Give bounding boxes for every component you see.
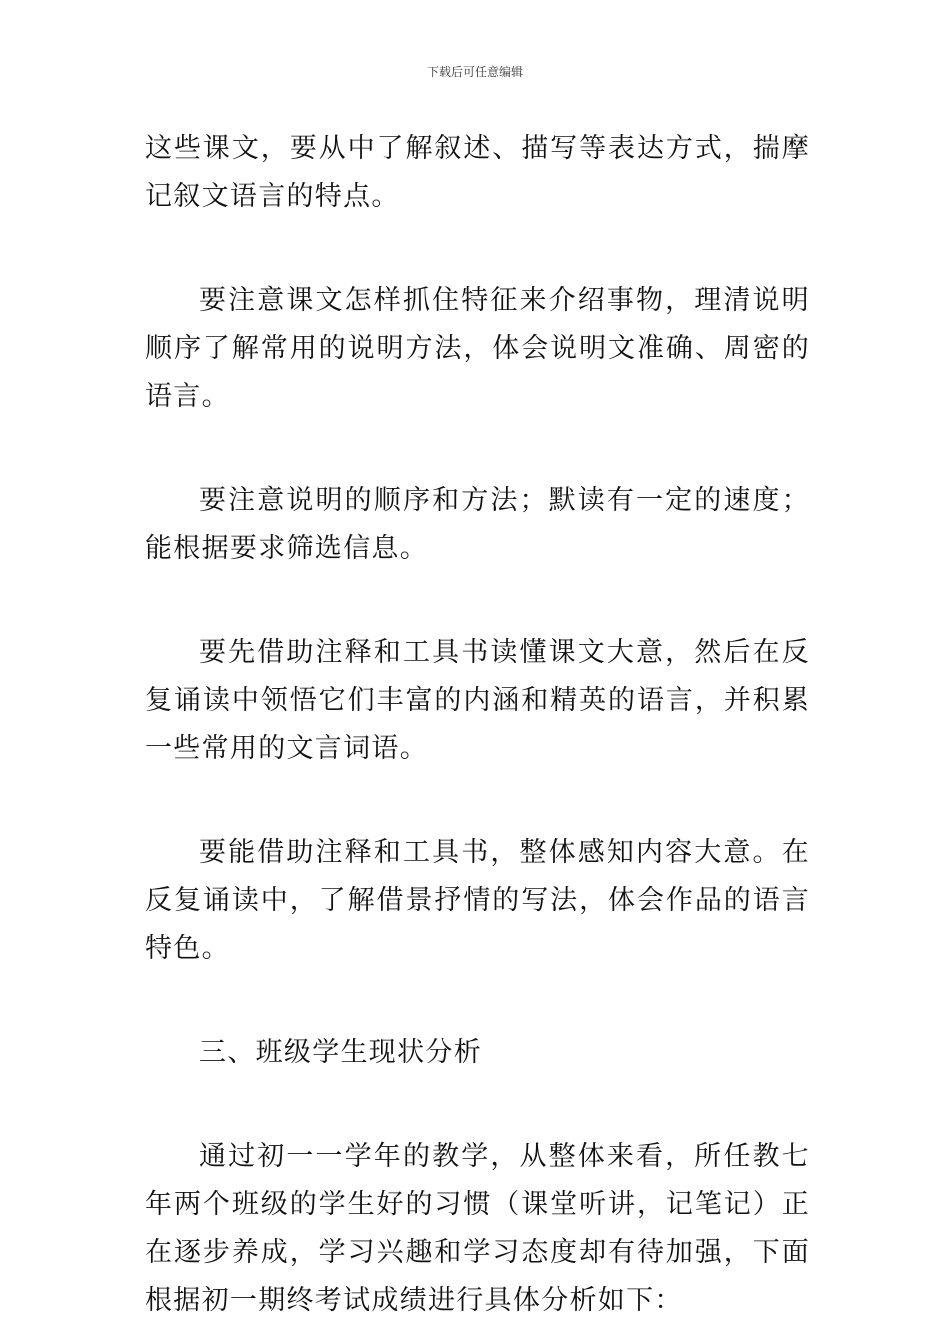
paragraph-reading-methods: 要注意说明的顺序和方法；默读有一定的速度；能根据要求筛选信息。 bbox=[145, 485, 810, 564]
page-header: 下载后可任意编辑 bbox=[426, 65, 523, 79]
paragraph-classical-texts: 要先借助注释和工具书读懂课文大意，然后在反复诵读中领悟它们丰富的内涵和精英的语言，并积累一些常用的文言词语。 bbox=[145, 637, 810, 764]
paragraph-narrative-texts: 这些课文，要从中了解叙述、描写等表达方式，揣摩记叙文语言的特点。 bbox=[145, 133, 810, 212]
paragraph-classical-poetry: 要能借助注释和工具书，整体感知内容大意。在反复诵读中，了解借景抒情的写法，体会作品的语言特色。 bbox=[145, 837, 810, 964]
document-body bbox=[145, 125, 810, 1325]
paragraph-expository-texts: 要注意课文怎样抓住特征来介绍事物，理清说明顺序了解常用的说明方法，体会说明文准确、周密的语言。 bbox=[145, 285, 810, 412]
section-heading-class-analysis: 三、班级学生现状分析 bbox=[199, 1037, 482, 1068]
paragraph-class-analysis: 通过初一一学年的教学，从整体来看，所任教七年两个班级的学生好的习惯（课堂听讲，记笔记）正在逐步养成，学习兴趣和学习态度却有待加强，下面根据初一期终考试成绩进行具体分析如下： bbox=[145, 1141, 810, 1316]
